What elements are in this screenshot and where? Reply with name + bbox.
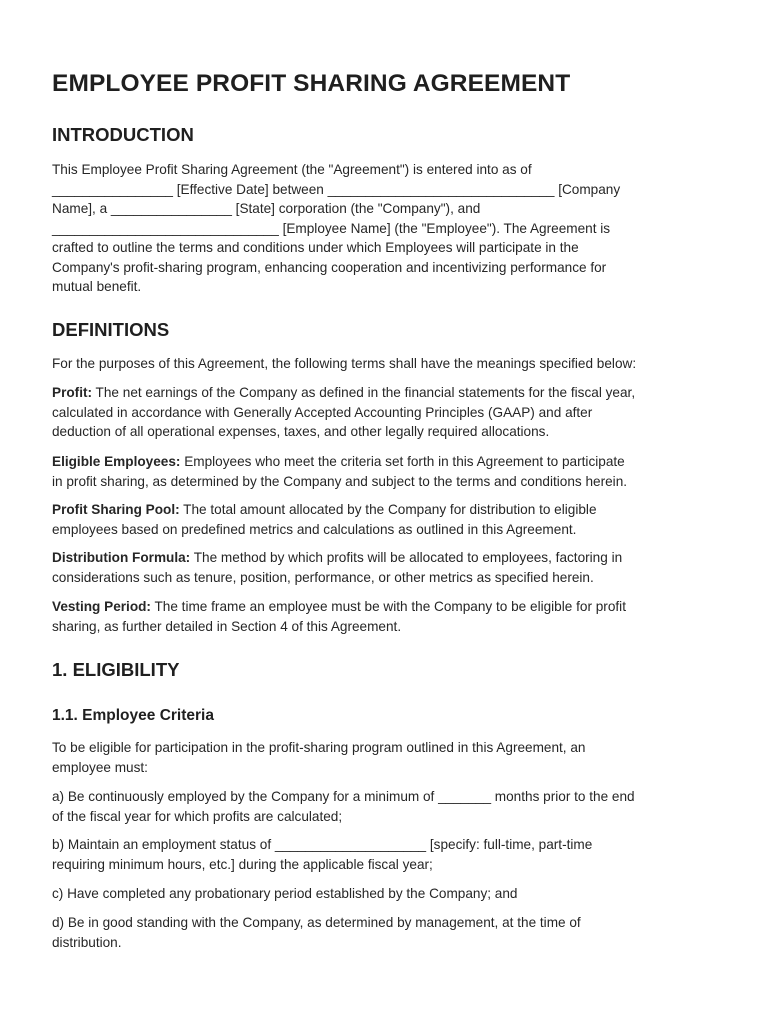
text-line: d) Be in good standing with the Company, as determined by management, at the time of <box>52 915 581 930</box>
text-line: sharing, as further detailed in Section 4 of this Agreement. <box>52 618 402 634</box>
text-line: mutual benefit. <box>52 279 142 294</box>
criterion-b <box>52 835 724 874</box>
introduction-paragraph <box>52 160 724 297</box>
text-line: requiring minimum hours, etc.] during the applicable fiscal year; <box>52 856 433 872</box>
definition-text: The net earnings of the Company as defined in the financial statements for the fiscal year, <box>92 385 636 400</box>
text-line: This Employee Profit Sharing Agreement (the "Agreement") is entered into as of <box>52 162 532 177</box>
text-line: To be eligible for participation in the profit-sharing program outlined in this Agreement, an <box>52 740 586 755</box>
text-line <box>52 597 724 617</box>
definition-term: Eligible Employees: <box>52 454 181 469</box>
introduction-heading: INTRODUCTION <box>52 124 194 145</box>
definitions-intro <box>52 354 724 374</box>
criterion-d <box>52 913 724 952</box>
text-line: For the purposes of this Agreement, the following terms shall have the meanings specified below: <box>52 356 637 371</box>
criterion-c <box>52 884 724 904</box>
definition-profit <box>52 383 724 442</box>
text-line: b) Maintain an employment status of ____________________ [specify: full-time, part-time <box>52 837 593 852</box>
text-line: deduction of all operational expenses, taxes, and other legally required allocations. <box>52 424 550 439</box>
text-line: calculated in accordance with Generally Accepted Accounting Principles (GAAP) and after <box>52 404 593 420</box>
document-title: EMPLOYEE PROFIT SHARING AGREEMENT <box>52 70 571 97</box>
eligibility-intro <box>52 738 724 777</box>
definition-eligible-employees <box>52 452 724 491</box>
eligibility-heading: 1. ELIGIBILITY <box>52 659 180 680</box>
text-line: c) Have completed any probationary period established by the Company; and <box>52 886 518 901</box>
text-line: employees based on predefined metrics and calculations as outlined in this Agreement. <box>52 521 577 537</box>
definition-vesting-period <box>52 597 724 636</box>
definition-distribution-formula <box>52 548 724 587</box>
criterion-a <box>52 787 724 826</box>
text-line: considerations such as tenure, position, performance, or other metrics as specified herein. <box>52 569 594 585</box>
definition-term: Vesting Period: <box>52 599 151 614</box>
definition-term: Profit: <box>52 385 93 400</box>
text-line: employee must: <box>52 759 148 775</box>
definitions-heading: DEFINITIONS <box>52 319 170 340</box>
definition-text: The time frame an employee must be with the Company to be eligible for profit <box>150 599 626 614</box>
text-line: Company's profit-sharing program, enhancing cooperation and incentivizing performance for <box>52 259 607 275</box>
text-line <box>52 383 724 403</box>
definition-term: Profit Sharing Pool: <box>52 502 180 517</box>
definition-profit-sharing-pool <box>52 500 724 539</box>
text-line: ______________________________ [Employee Name] (the "Employee"). The Agreement is <box>52 220 611 236</box>
text-line <box>52 548 724 568</box>
text-line <box>52 500 724 520</box>
text-line: of the fiscal year for which profits are calculated; <box>52 808 343 824</box>
definition-text: The total amount allocated by the Company for distribution to eligible <box>179 502 597 517</box>
text-line: crafted to outline the terms and conditions under which Employees will participate in the <box>52 240 579 255</box>
definition-text: Employees who meet the criteria set forth in this Agreement to participate <box>180 454 625 469</box>
text-line <box>52 452 724 472</box>
text-line: distribution. <box>52 934 122 950</box>
definition-term: Distribution Formula: <box>52 550 191 565</box>
text-line: ________________ [Effective Date] between ______________________________ [Company <box>52 181 621 197</box>
text-line: in profit sharing, as determined by the Company and subject to the terms and conditions herein. <box>52 473 628 489</box>
employee-criteria-subheading: 1.1. Employee Criteria <box>52 707 214 724</box>
text-line: Name], a ________________ [State] corporation (the "Company"), and <box>52 201 481 216</box>
definition-text: The method by which profits will be allocated to employees, factoring in <box>190 550 623 565</box>
text-line: a) Be continuously employed by the Company for a minimum of _______ months prior to the end <box>52 789 635 804</box>
